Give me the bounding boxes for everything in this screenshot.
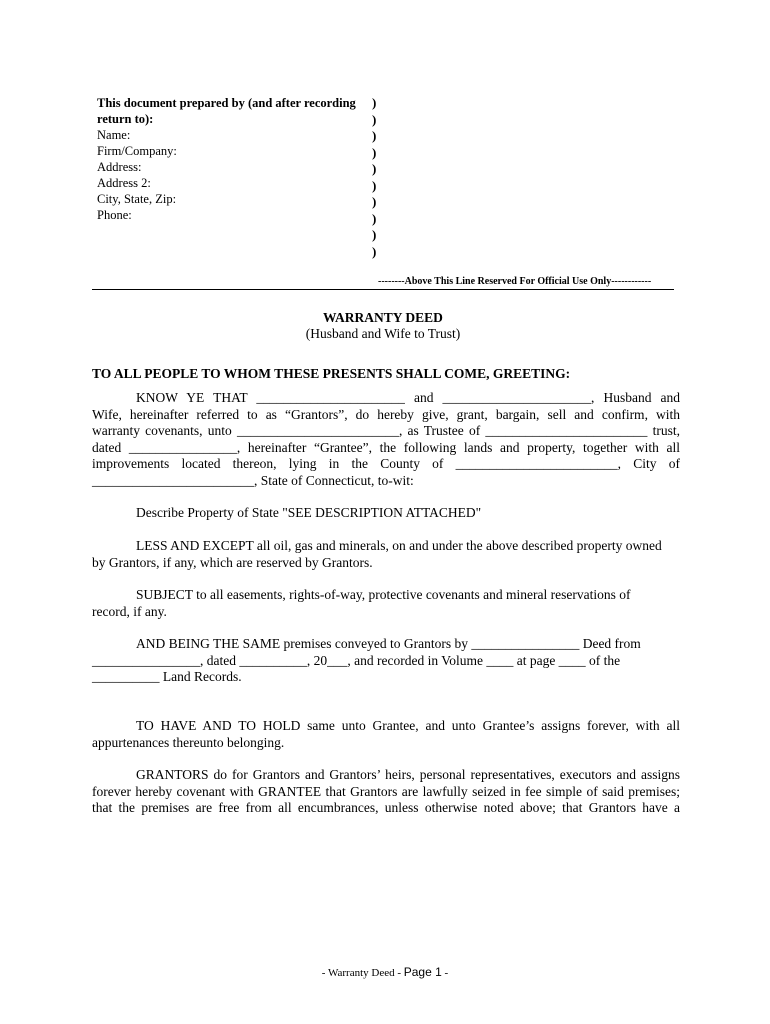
greeting: TO ALL PEOPLE TO WHOM THESE PRESENTS SHALL COME, GREETING: [92,366,571,381]
paragraph-line: that the premises are free from all encumbrances, unless otherwise noted above; that Grantors have a [92,800,680,816]
paragraph-line: warranty covenants, unto ________________________, as Trustee of ________________________ trust, [92,423,680,439]
preparer-block [97,95,356,223]
paren-mark: ) [372,177,377,193]
document-subtitle: (Husband and Wife to Trust) [305,326,461,341]
paren-mark: ) [372,144,377,160]
paragraph-line: record, if any. [92,603,167,619]
paragraph-grantors [92,767,680,817]
page-number: Page 1 [403,965,442,979]
paragraph-subject [92,587,680,620]
field-city-state-zip: City, State, Zip: [97,192,177,206]
paragraph-describe [136,505,676,522]
paragraph-line: ________________, dated __________, 20___, and recorded in Volume ____ at page ____ of the [92,652,621,668]
paragraph-line: forever hereby covenant with GRANTEE that Grantors are lawfully seized in fee simple of said premises; [92,783,680,799]
divider-rule [92,289,674,290]
paren-mark: ) [372,194,377,209]
reserved-line: --------Above This Line Reserved For Official Use Only------------ [378,276,652,287]
footer-prefix: - Warranty Deed - [321,967,404,979]
paren-mark: ) [372,243,377,259]
paragraph-line: SUBJECT to all easements, rights-of-way, protective covenants and mineral reservations of [136,587,631,602]
preparer-heading: This document prepared by (and after recording [97,96,356,110]
paragraph-line: GRANTORS do for Grantors and Grantors’ heirs, personal representatives, executors and assigns [136,767,680,782]
page-footer [0,965,770,979]
paragraph-line: Describe Property of State "SEE DESCRIPTION ATTACHED" [136,505,482,520]
paragraph-line: appurtenances thereunto belonging. [92,734,285,750]
field-firm: Firm/Company: [97,144,177,158]
paragraph-less-except [92,538,680,571]
paragraph-line: KNOW YE THAT ______________________ and ______________________, Husband and [136,390,680,405]
paragraph-line: improvements located thereon, lying in the County of ________________________, City of [92,456,680,472]
paren-mark: ) [372,210,377,226]
paren-mark: ) [372,111,377,127]
paragraph-line: ________________________, State of Connecticut, to-wit: [92,472,414,488]
paragraph-line: dated ________________, hereinafter “Grantee”, the following lands and property, together with all [92,439,680,455]
paragraph-line: TO HAVE AND TO HOLD same unto Grantee, and unto Grantee’s assigns forever, with all [136,718,680,733]
paragraph-line: by Grantors, if any, which are reserved by Grantors. [92,554,373,570]
paren-mark: ) [372,227,377,242]
paragraph-line: Wife, hereinafter referred to as “Grantors”, do hereby give, grant, bargain, sell and confirm, with [92,406,680,422]
field-address: Address: [97,160,142,174]
paren-mark: ) [372,161,377,176]
paragraph-line: AND BEING THE SAME premises conveyed to Grantors by ________________ Deed from [136,636,641,651]
paragraph-know-ye [92,390,680,490]
paragraph-to-have [92,718,680,751]
paragraph-being-same [92,636,680,686]
field-address2: Address 2: [97,176,151,190]
footer-suffix: - [441,967,449,979]
document-title: WARRANTY DEED [323,310,443,325]
paren-column [372,95,376,260]
paren-mark: ) [372,128,377,143]
paren-mark: ) [372,95,377,110]
paragraph-line: LESS AND EXCEPT all oil, gas and minerals, on and under the above described property owned [136,538,662,553]
preparer-heading-cont: return to): [97,112,154,126]
field-name: Name: [97,128,131,142]
field-phone: Phone: [97,208,132,222]
paragraph-line: __________ Land Records. [92,669,242,685]
